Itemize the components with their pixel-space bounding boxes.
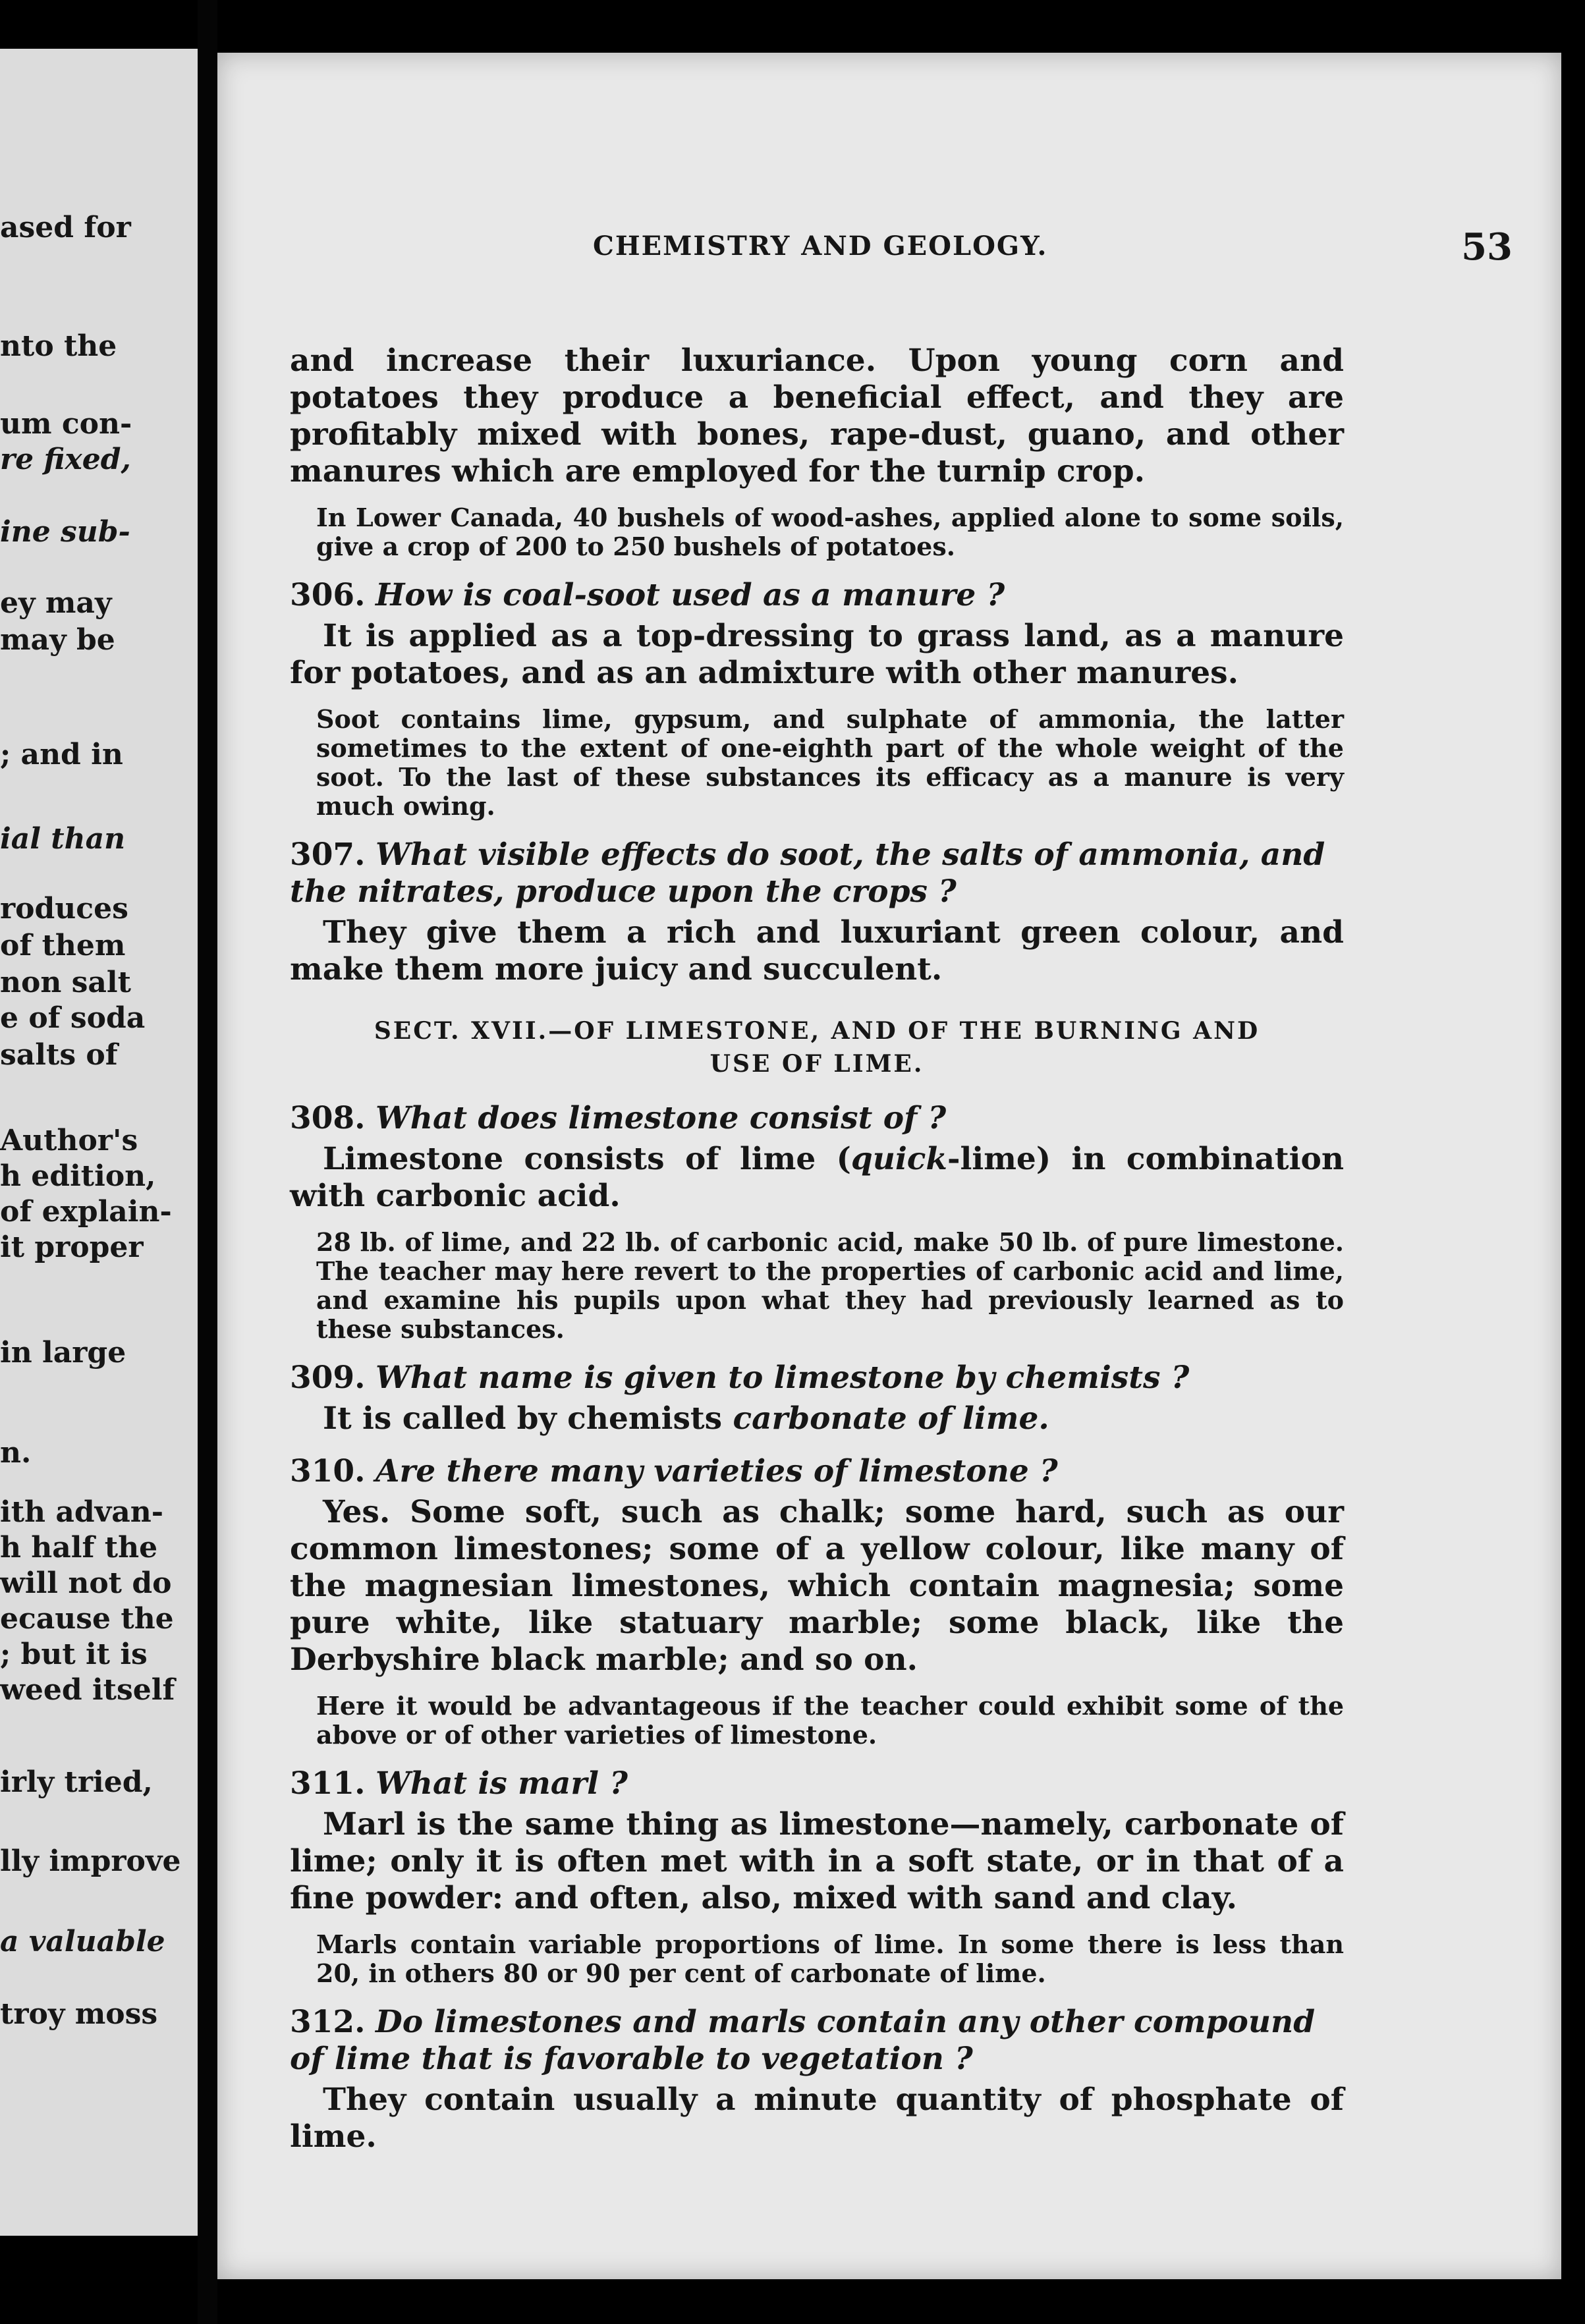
question-text: Do limestones and marls contain any other compound of lime that is favorable to vegetation ?	[290, 2004, 1316, 2077]
intro-paragraph: and increase their luxuriance. Upon young corn and potatoes they produce a beneficial effect, and they are profitably mixed with bones, rape-dust, guano, and other manures which are employed for the turnip crop.	[290, 343, 1344, 489]
question-number: 310.	[290, 1453, 366, 1489]
answer-311: Marl is the same thing as limestone—namely, carbonate of lime; only it is often met with in a soft state, or in that of a fine powder: and often, also, mixed with sand and clay.	[290, 1806, 1344, 1916]
question-text: Are there many varieties of limestone ?	[375, 1453, 1058, 1489]
left-page-text-fragment: in large	[0, 1336, 126, 1370]
question-number: 309.	[290, 1360, 366, 1396]
question-number: 312.	[290, 2004, 366, 2040]
question-309	[290, 1360, 1344, 1397]
question-310	[290, 1453, 1344, 1490]
question-311	[290, 1765, 1344, 1802]
left-page-text-fragment: ine sub-	[0, 515, 130, 549]
left-page-text-fragment: of them	[0, 929, 126, 962]
note-310: Here it would be advantageous if the teacher could exhibit some of the above or of other varieties of limestone.	[316, 1691, 1344, 1750]
answer-307: They give them a rich and luxuriant green colour, and make them more juicy and succulent.	[290, 914, 1344, 987]
answer-309	[290, 1400, 1344, 1437]
left-page-text-fragment: irly tried,	[0, 1765, 153, 1799]
question-306	[290, 577, 1344, 614]
answer-text: Limestone consists of lime (	[323, 1141, 851, 1177]
left-page-text-fragment: salts of	[0, 1038, 118, 1072]
section-heading-line: USE OF LIME.	[709, 1050, 924, 1078]
answer-310: Yes. Some soft, such as chalk; some hard, such as our common limestones; some of a yellow colour, like many of the magnesian limestones, which contain magnesia; some pure white, like statuary marble; some black, like the Derbyshire black marble; and so on.	[290, 1494, 1344, 1678]
left-page-text-fragment: weed itself	[0, 1673, 175, 1707]
answer-emphasis: carbonate of lime.	[733, 1400, 1049, 1437]
left-page-text-fragment: ecause the	[0, 1602, 174, 1636]
left-page-text-fragment: of explain-	[0, 1195, 172, 1229]
left-page-text-fragment: h edition,	[0, 1159, 156, 1193]
running-title: CHEMISTRY AND GEOLOGY.	[593, 231, 1048, 262]
left-page-text-fragment: nto the	[0, 329, 117, 363]
left-page-text-fragment: re fixed,	[0, 443, 131, 476]
question-308	[290, 1100, 1344, 1137]
question-text: What name is given to limestone by chemists ?	[375, 1360, 1190, 1396]
question-text: What does limestone consist of ?	[375, 1100, 947, 1136]
book-gutter	[198, 0, 217, 2324]
left-page-margin	[0, 49, 198, 2236]
answer-text: -lime) in combination with carbonic acid.	[290, 1141, 1344, 1214]
page-body	[290, 343, 1344, 2169]
question-312	[290, 2004, 1344, 2078]
left-page-text-fragment: ; but it is	[0, 1638, 148, 1671]
left-page-text-fragment: ith advan-	[0, 1495, 163, 1529]
question-number: 308.	[290, 1100, 366, 1136]
book-page	[217, 53, 1561, 2279]
note-308: 28 lb. of lime, and 22 lb. of carbonic acid, make 50 lb. of pure limestone. The teacher may here revert to the properties of carbonic acid and lime, and examine his pupils upon what they had previously learned as to these substances.	[316, 1227, 1344, 1344]
question-text: What is marl ?	[375, 1765, 628, 1802]
left-page-text-fragment: roduces	[0, 892, 128, 926]
question-text: How is coal-soot used as a manure ?	[375, 577, 1005, 613]
left-page-text-fragment: lly improve	[0, 1844, 181, 1878]
question-307	[290, 837, 1344, 910]
note-306: Soot contains lime, gypsum, and sulphate of ammonia, the latter sometimes to the extent of one-eighth part of the whole weight of the soot. To the last of these substances its efficacy as a manure is very much owing.	[316, 704, 1344, 821]
left-page-text-fragment: h half the	[0, 1531, 158, 1564]
answer-emphasis: quick	[850, 1141, 947, 1177]
left-page-text-fragment: will not do	[0, 1566, 172, 1600]
answer-306: It is applied as a top-dressing to grass land, as a manure for potatoes, and as an admixture with other manures.	[290, 618, 1344, 691]
answer-308	[290, 1141, 1344, 1215]
left-page-text-fragment: ; and in	[0, 738, 123, 771]
left-page-text-fragment: non salt	[0, 966, 131, 999]
left-page-text-fragment: a valuable	[0, 1925, 165, 1958]
left-page-text-fragment: n.	[0, 1436, 32, 1470]
note-311: Marls contain variable proportions of lime. In some there is less than 20, in others 80 or 90 per cent of carbonate of lime.	[316, 1929, 1344, 1988]
page-number: 53	[1461, 225, 1513, 269]
answer-312: They contain usually a minute quantity of phosphate of lime.	[290, 2082, 1344, 2155]
question-number: 306.	[290, 577, 366, 613]
left-page-text-fragment: um con-	[0, 407, 132, 441]
left-page-text-fragment: ial than	[0, 822, 126, 856]
left-page-text-fragment: e of soda	[0, 1001, 146, 1035]
question-number: 307.	[290, 837, 366, 873]
page-header	[217, 225, 1561, 278]
answer-text: It is called by chemists	[323, 1400, 733, 1437]
intro-note: In Lower Canada, 40 bushels of wood-ashes, applied alone to some soils, give a crop of 200 to 250 bushels of potatoes.	[316, 503, 1344, 561]
left-page-text-fragment: Author's	[0, 1124, 138, 1157]
left-page-text-fragment: it proper	[0, 1231, 144, 1264]
section-heading	[290, 1014, 1344, 1080]
left-page-text-fragment: ased for	[0, 211, 131, 244]
section-heading-line: SECT. XVII.—OF LIMESTONE, AND OF THE BURNING AND	[374, 1017, 1260, 1045]
question-number: 311.	[290, 1765, 366, 1802]
question-text: What visible effects do soot, the salts of ammonia, and the nitrates, produce upon the crops ?	[290, 837, 1325, 910]
left-page-text-fragment: may be	[0, 623, 115, 657]
left-page-text-fragment: troy moss	[0, 1997, 158, 2031]
left-page-text-fragment: ey may	[0, 586, 112, 620]
